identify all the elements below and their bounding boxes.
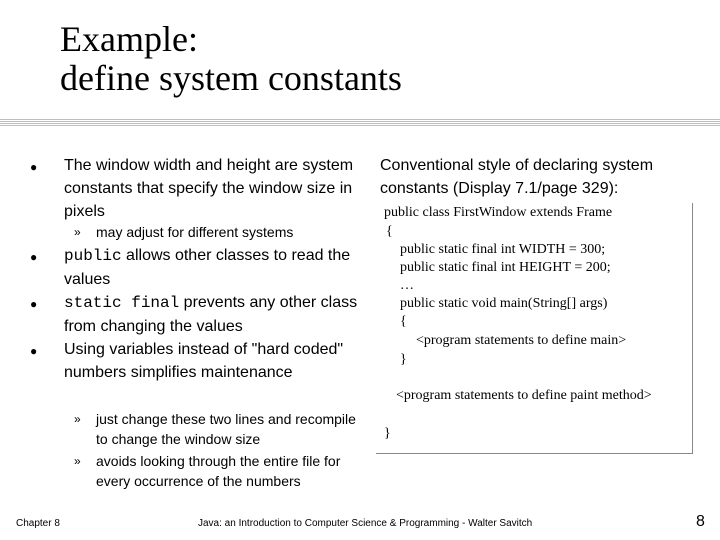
sub-bullet-recompile: just change these two lines and recompile to change the window size (96, 411, 356, 447)
bullet-static-final-text: prevents any other class from changing the values (64, 294, 358, 335)
bullet-public-text: allows other classes to read the values (64, 247, 351, 288)
code-line: public static final int WIDTH = 300; (400, 242, 606, 257)
code-line: … (400, 278, 414, 293)
bullet-marker: ● (30, 344, 38, 358)
code-keyword-public: public (64, 247, 122, 265)
bullet-marker: ● (30, 297, 38, 311)
code-line: { (400, 314, 407, 329)
title-line-2: define system constants (60, 58, 402, 98)
code-line: } (400, 352, 407, 367)
code-keyword-static-final: static final (64, 294, 180, 312)
sub-bullet-marker: » (74, 225, 81, 239)
bullet-window-size: The window width and height are system constants that specify the window size in pixels (64, 157, 354, 220)
code-line: <program statements to define paint method> (396, 388, 652, 403)
bullet-marker: ● (30, 160, 38, 174)
title-divider (0, 118, 720, 126)
code-line: <program statements to define main> (416, 333, 627, 348)
bullet-marker: ● (30, 250, 38, 264)
sub-bullet-adjust: may adjust for different systems (96, 224, 294, 240)
code-line: public class FirstWindow extends Frame (384, 205, 613, 220)
bullet-public (64, 244, 364, 291)
slide-title (60, 20, 402, 98)
footer-book-title: Java: an Introduction to Computer Science & Programming - Walter Savitch (198, 518, 533, 529)
title-line-1: Example: (60, 19, 198, 59)
footer-page-number: 8 (696, 513, 705, 530)
code-line: { (386, 224, 393, 239)
code-display-heading: Conventional style of declaring system constants (Display 7.1/page 329): (380, 157, 654, 197)
sub-bullet-marker: » (74, 454, 81, 468)
bullet-variables: Using variables instead of "hard coded" numbers simplifies maintenance (64, 341, 344, 381)
sub-bullet-avoid-search: avoids looking through the entire file for every occurrence of the numbers (96, 453, 341, 489)
code-line: } (384, 426, 391, 441)
code-line: public static final int HEIGHT = 200; (400, 260, 611, 275)
code-display-box (376, 203, 693, 454)
bullet-static-final (64, 291, 364, 338)
footer-chapter: Chapter 8 (16, 518, 60, 529)
code-line: public static void main(String[] args) (400, 296, 608, 311)
sub-bullet-marker: » (74, 412, 81, 426)
